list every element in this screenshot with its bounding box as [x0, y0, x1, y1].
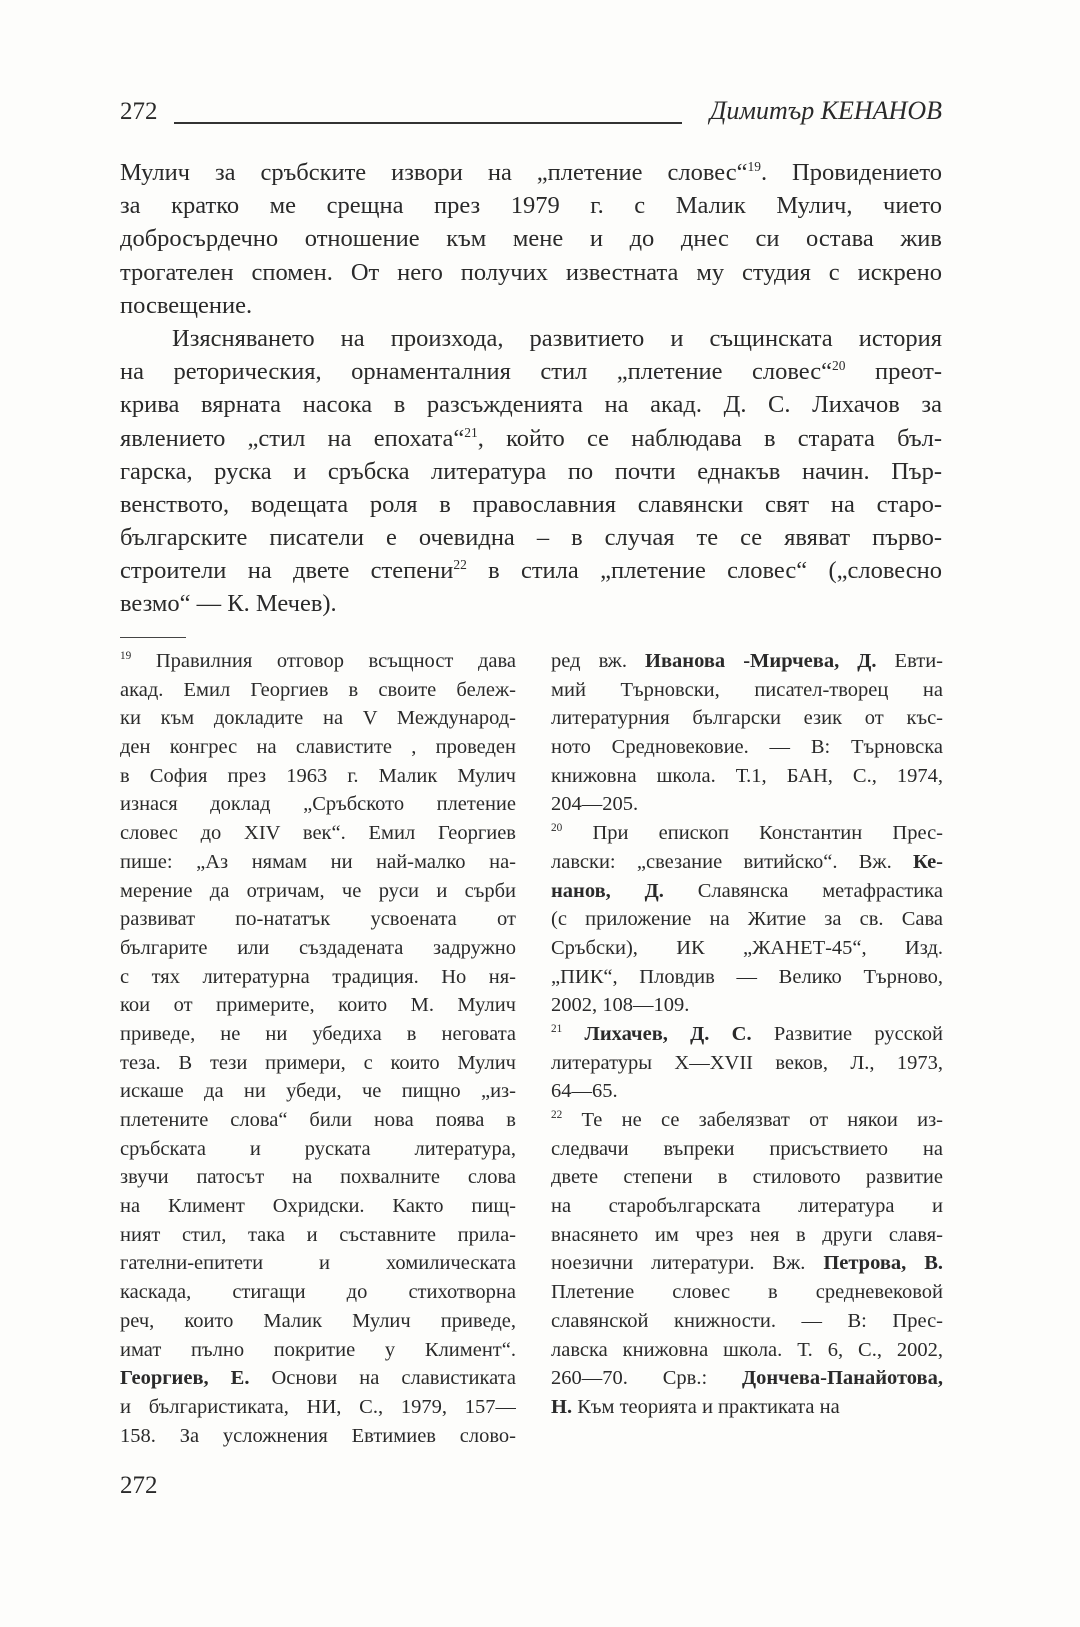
text-run: на реторическия, орнаменталния стил „плетение словес“	[120, 358, 833, 386]
text-run: книжовна школа. Т.1, БАН, С., 1974,	[551, 764, 943, 787]
text-run: мий Търновски, писател-творец на	[551, 678, 943, 701]
text-run: 158. За усложнения Евтимиев слово-	[120, 1424, 516, 1447]
text-run: 64—65.	[551, 1080, 618, 1103]
text-run: Развитие русской	[751, 1022, 943, 1045]
footnote-line	[120, 676, 516, 705]
text-run	[562, 1023, 584, 1045]
footnote-line	[120, 877, 516, 906]
text-run: плетените слова“ били нова поява в	[120, 1109, 516, 1131]
footnote-line	[551, 790, 943, 819]
footnote-line	[551, 963, 943, 992]
bold-citation: Н.	[551, 1395, 573, 1418]
footnote-line	[120, 1106, 516, 1135]
text-line	[120, 554, 942, 587]
text-run: акад. Емил Георгиев в своите бележ-	[120, 678, 516, 701]
text-run: Плетение словес в средневековой	[551, 1281, 943, 1304]
footnote-line	[120, 1163, 516, 1192]
text-run: Правилния отговор всъщност дава	[131, 650, 516, 672]
footnote-line	[551, 934, 943, 963]
footnote-line	[551, 733, 943, 762]
footnote-line	[551, 1221, 943, 1250]
text-line	[120, 455, 942, 488]
footnote-line	[120, 934, 516, 963]
header-page-number: 272	[120, 98, 158, 125]
text-run: двете степени в стиловото развитие	[551, 1166, 943, 1189]
text-run: (с приложение на Житие за св. Сава	[551, 908, 943, 931]
footnote-line	[551, 1364, 943, 1393]
footnote-line	[120, 991, 516, 1020]
text-run: пише: „Аз нямам ни най-малко на-	[120, 850, 516, 873]
text-run: българските писатели е очевидна – в случая те се явяват първо-	[120, 524, 942, 552]
text-run: 2002, 108—109.	[551, 994, 690, 1017]
text-run: „ПИК“, Пловдив — Велико Търново,	[551, 965, 943, 988]
footnote-line	[120, 819, 516, 848]
footnote-line	[551, 1393, 943, 1422]
bold-citation: Иванова -Мирчева, Д.	[645, 650, 877, 672]
footnote-line	[120, 762, 516, 791]
footnote-line	[120, 1135, 516, 1164]
text-line	[120, 222, 942, 255]
text-run: 260—70. Срв.:	[551, 1367, 742, 1390]
text-line	[120, 388, 942, 421]
text-run: славянской книжности. — В: Прес-	[551, 1309, 943, 1332]
footnote-line	[551, 877, 943, 906]
footnote-line	[120, 704, 516, 733]
footnote-line	[120, 733, 516, 762]
footnote-line	[551, 762, 943, 791]
text-run: българите или създадената задружно	[120, 936, 516, 959]
footnote-line	[120, 1393, 516, 1422]
text-run: имат пълно покритие у Климент“.	[120, 1338, 516, 1361]
text-line	[120, 256, 942, 289]
footnote-line	[551, 1020, 943, 1049]
footnote-line	[551, 1135, 943, 1164]
text-run: с тях литературна традиция. Но ня-	[120, 965, 516, 988]
footnote-line	[120, 1336, 516, 1365]
running-header	[120, 96, 942, 132]
footnote-ref: 20	[551, 822, 563, 835]
footnote-line	[120, 1249, 516, 1278]
text-line	[120, 587, 942, 620]
text-run: сръбската и руската литература,	[120, 1137, 516, 1160]
footnote-line	[551, 1249, 943, 1278]
body-text	[120, 156, 942, 621]
footnote-line	[120, 1221, 516, 1250]
text-run: Изясняването на произхода, развитието и същинската история	[172, 324, 942, 352]
text-line	[120, 521, 942, 554]
text-run: ният стил, така и съставните прила-	[120, 1223, 516, 1246]
footnote-line	[551, 1307, 943, 1336]
footnote-ref: 22	[453, 557, 467, 573]
footnote-ref: 21	[464, 424, 478, 440]
footnote-line	[120, 905, 516, 934]
footnote-line	[551, 647, 943, 676]
text-run: строители на двете степени	[120, 557, 454, 585]
text-run: ното Средновековие. — В: Търновска	[551, 736, 943, 759]
footnote-line	[120, 647, 516, 676]
footnote-line	[551, 819, 943, 848]
footnote-ref: 20	[832, 357, 846, 373]
text-run: приведе, не ни убедиха в неговата	[120, 1022, 516, 1045]
text-line	[120, 355, 942, 388]
footnote-line	[120, 790, 516, 819]
text-run: Мулич за сръбските извори на „плетение словес“	[120, 159, 748, 186]
text-run: 204—205.	[551, 793, 639, 816]
text-run: везмо“ — К. Мечев).	[120, 590, 337, 618]
text-run: в София през 1963 г. Малик Мулич	[120, 764, 516, 787]
text-run: и българистиката, НИ, С., 1979, 157—	[120, 1395, 516, 1418]
footnote-line	[551, 676, 943, 705]
text-run: литературния български език от къс-	[551, 707, 943, 730]
footnote-line	[551, 1336, 943, 1365]
bold-citation: Ке-	[912, 850, 943, 873]
footnotes-right-column	[551, 647, 943, 1422]
text-run: гарска, руска и сръбска литература по почти еднакъв начин. Пър-	[120, 457, 942, 485]
text-run: следвачи въпреки присъствието на	[551, 1137, 943, 1160]
text-run: в стила „плетение словес“ („словесно	[466, 557, 942, 585]
text-run: добросърдечно отношение към мене и до днес си остава жив	[120, 225, 942, 253]
text-run: трогателен спомен. От него получих известната му студия с искрено	[120, 258, 942, 286]
text-line	[120, 189, 942, 222]
header-rule	[174, 122, 682, 124]
footnote-line	[120, 1077, 516, 1106]
text-run: ноезични литератури. Вж.	[551, 1252, 824, 1275]
text-run: Сръбски), ИК „ЖАНЕТ-45“, Изд.	[551, 936, 943, 959]
footnote-line	[120, 1307, 516, 1336]
footnote-ref: 19	[120, 650, 132, 663]
text-run: литературы X—XVII веков, Л., 1973,	[551, 1051, 943, 1074]
text-run: ки към докладите на V Международ-	[120, 707, 516, 730]
text-run: на старобългарската литература и	[551, 1195, 943, 1218]
footnote-line	[551, 1192, 943, 1221]
footnote-line	[120, 1422, 516, 1451]
text-run: посвещение.	[120, 291, 253, 319]
text-run: за кратко ме срещна през 1979 г. с Малик Мулич, чието	[120, 192, 942, 220]
text-run: преот-	[845, 358, 942, 386]
text-run: внасянето им чрез нея в други славя-	[551, 1223, 943, 1246]
text-line	[120, 488, 942, 521]
bold-citation: Георгиев, Е.	[120, 1367, 250, 1390]
footnote-line	[551, 848, 943, 877]
text-run: изнася доклад „Сръбското плетение	[120, 793, 516, 816]
text-run: венството, водещата роля в православния славянски свят на старо-	[120, 490, 942, 518]
footnote-line	[551, 1278, 943, 1307]
text-run: Към теорията и практиката на	[572, 1395, 840, 1418]
text-run: каскада, стигащи до стихотворна	[120, 1281, 516, 1304]
text-line	[120, 422, 942, 455]
text-run: ден конгрес на славистите , проведен	[120, 736, 516, 759]
footnote-line	[551, 704, 943, 733]
text-run: теза. В тези примери, с които Мулич	[120, 1051, 516, 1074]
footnote-ref: 21	[551, 1023, 563, 1036]
text-run: Те не се забелязват от някои из-	[562, 1109, 943, 1131]
text-run: Основи на славистиката	[249, 1367, 516, 1390]
footnote-line	[120, 1192, 516, 1221]
footnote-line	[551, 991, 943, 1020]
text-run: лавски: „свезание витийско“. Вж.	[551, 850, 913, 873]
footnote-ref: 19	[747, 158, 761, 174]
footnote-line	[551, 1049, 943, 1078]
text-run: лавска книжовна школа. Т. 6, С., 2002,	[551, 1338, 943, 1361]
text-line	[120, 156, 942, 189]
text-run: . Провидението	[760, 159, 942, 186]
footnote-separator	[120, 637, 186, 638]
footnote-line	[120, 848, 516, 877]
text-run: явлението „стил на епохата“	[120, 424, 465, 452]
text-run: крива вярната насока в разсъжденията на акад. Д. С. Лихачов за	[120, 391, 942, 419]
text-run: кои от примерите, които М. Мулич	[120, 994, 516, 1017]
text-run: реч, които Малик Мулич приведе,	[120, 1309, 516, 1332]
bold-citation: нанов, Д.	[551, 879, 664, 902]
footnote-line	[551, 1106, 943, 1135]
bold-citation: Лихачев, Д. С.	[584, 1022, 752, 1045]
footnote-line	[551, 1163, 943, 1192]
footnote-line	[551, 905, 943, 934]
text-line	[120, 289, 942, 322]
footnote-line	[120, 1364, 516, 1393]
text-run: на Климент Охридски. Както пищ-	[120, 1195, 516, 1218]
bold-citation: Петрова, В.	[823, 1252, 943, 1275]
text-run: Евти-	[876, 650, 943, 672]
footnote-ref: 22	[551, 1109, 563, 1122]
footnote-line	[120, 1020, 516, 1049]
footer-page-number: 272	[120, 1472, 158, 1499]
text-run: Славянска метафрастика	[663, 879, 943, 902]
text-run: звучи патосът на похвалните слова	[120, 1166, 516, 1189]
text-run: мерение да отричам, че руси и сърби	[120, 879, 516, 902]
text-run: гателни-епитети и хомилическата	[120, 1252, 516, 1275]
footnotes-left-column	[120, 647, 516, 1450]
text-run: При епископ Константин Прес-	[562, 822, 943, 845]
text-run: , който се наблюдава в старата бъл-	[477, 424, 942, 452]
footnote-line	[120, 1278, 516, 1307]
bold-citation: Дончева-Панайотова,	[741, 1367, 943, 1390]
text-run: словес до XIV век“. Емил Георгиев	[120, 822, 516, 845]
text-run: развиват по-нататък усвоената от	[120, 908, 516, 931]
text-run: ред вж.	[551, 650, 646, 672]
footnote-line	[551, 1077, 943, 1106]
footnote-line	[120, 1049, 516, 1078]
text-line	[120, 322, 942, 355]
footnote-line	[120, 963, 516, 992]
header-author: Димитър КЕНАНОВ	[709, 96, 942, 125]
text-run: искаше да ни убеди, че пищно „из-	[120, 1080, 516, 1103]
